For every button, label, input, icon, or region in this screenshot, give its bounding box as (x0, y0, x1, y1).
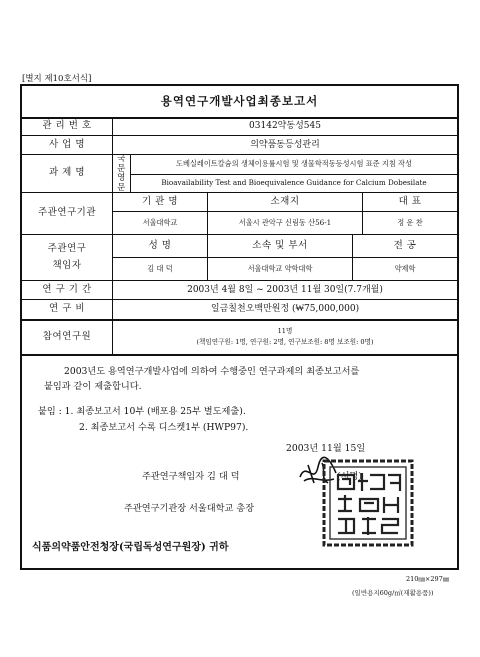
report-title: 용역연구개발사업최종보고서 (160, 93, 319, 108)
participants-label: 참여연구원 (42, 331, 92, 343)
researcher-major-header: 전 공 (393, 239, 417, 251)
recipient: 식품의약품안전청장(국립독성연구원장) 귀하 (32, 542, 229, 553)
participants-value (113, 321, 457, 354)
research-cost-value: 일금칠천오백만원정 (₩75,000,000) (210, 304, 360, 315)
institution-name-header: 기 관 명 (141, 195, 179, 207)
rule-8 (22, 354, 457, 356)
sign-note: (서명) (337, 471, 362, 482)
researcher-dept-value: 서울대학교 약학대학 (247, 263, 313, 273)
task-english-label: 영문 (117, 172, 126, 193)
participants-detail: (책임연구원: 1명, 연구원: 2명, 연구보조원: 8명 보조원: 0명) (196, 338, 374, 346)
institution-location-value: 서울시 관악구 신림동 산56-1 (238, 217, 332, 227)
report-date: 2003년 11월 15일 (286, 443, 366, 454)
paper-size: 210㎜×297㎜ (406, 575, 450, 583)
participants-count: 11명 (277, 327, 293, 336)
research-period-label: 연 구 기 간 (42, 283, 92, 295)
research-period-value: 2003년 4월 8일 ~ 2003년 11월 30일(7.7개월) (187, 284, 383, 295)
body-line-2: 붙임과 같이 제출합니다. (44, 381, 142, 392)
research-cost-label: 연 구 비 (48, 303, 86, 315)
management-no-label: 관 리 번 호 (42, 120, 92, 132)
task-name-label: 과 제 명 (48, 167, 86, 179)
management-no-value: 03142약동성545 (249, 121, 321, 132)
paper-type: (일반용지60g/㎡(재활용품)) (352, 589, 434, 597)
attachment-1: 붙임 : 1. 최종보고서 10부 (배포용 25부 별도제출). (38, 406, 246, 417)
institution-rep-value: 정 운 찬 (397, 217, 423, 227)
institution-name-value: 서울대학교 (142, 217, 178, 227)
task-korean-value: 도베실레이트칼슘의 생체이용률시험 및 생물학적동등성시험 표준 지침 작성 (176, 159, 412, 169)
institution-location-header: 소재지 (270, 195, 300, 207)
lead-researcher-label (22, 235, 112, 280)
official-seal-icon (318, 455, 418, 550)
attachment-2: 2. 최종보고서 수록 디스켓1부 (HWP97). (79, 422, 249, 433)
task-english-value: Bioavailability Test and Bioequivalence Guidance for Calcium Dobesilate (161, 178, 427, 188)
project-name-label: 사 업 명 (48, 138, 86, 150)
researcher-name-value: 김 대 덕 (147, 263, 173, 273)
institution-rep-header: 대 표 (398, 195, 422, 207)
researcher-name-header: 성 명 (148, 239, 172, 251)
institution-head: 주관연구기관장 서울대학교 총장 (124, 503, 255, 514)
body-line-1: 2003년도 용역연구개발사업에 의하여 수행중인 연구과제의 최종보고서를 (64, 366, 360, 377)
task-korean-label: 국문 (117, 153, 126, 174)
researcher-major-value: 약제학 (394, 263, 416, 273)
researcher-dept-header: 소속 및 부서 (252, 239, 308, 251)
signer: 주관연구책임자 김 대 덕 (142, 471, 240, 482)
form-label: [별지 제10호서식] (22, 74, 92, 84)
lead-researcher-label-line1: 주관연구 (47, 242, 87, 254)
lead-institution-label: 주관연구기관 (37, 207, 97, 219)
lead-researcher-label-line2: 책임자 (52, 259, 82, 271)
project-name-value: 의약품동등성관리 (250, 139, 320, 150)
